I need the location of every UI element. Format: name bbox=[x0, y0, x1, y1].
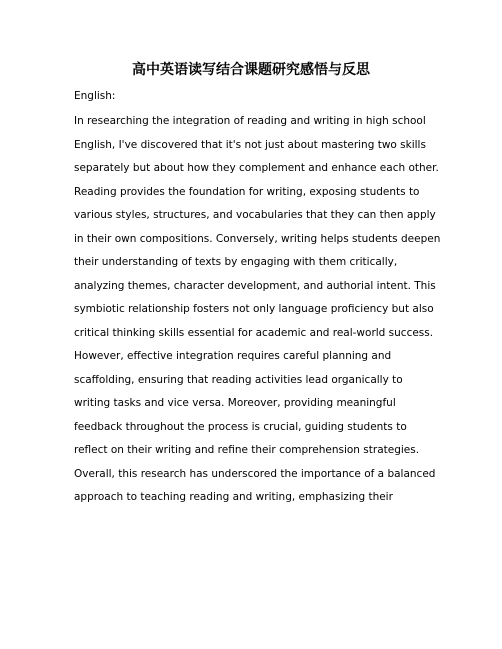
body-line: scaffolding, ensuring that reading activities lead organically to bbox=[74, 373, 403, 386]
body-paragraph bbox=[74, 112, 454, 512]
body-line: in their own compositions. Conversely, writing helps students deepen bbox=[74, 232, 441, 245]
body-line: reflect on their writing and refine their comprehension strategies. bbox=[74, 444, 420, 456]
body-line: various styles, structures, and vocabularies that they can then apply bbox=[74, 209, 436, 221]
body-line: Reading provides the foundation for writing, exposing students to bbox=[74, 185, 420, 198]
body-line: critical thinking skills essential for academic and real-world success. bbox=[74, 326, 434, 339]
body-line: symbiotic relationship fosters not only language proficiency but also bbox=[74, 303, 434, 315]
body-line: feedback throughout the process is crucial, guiding students to bbox=[74, 420, 407, 433]
body-line: approach to teaching reading and writing, emphasizing their bbox=[74, 491, 393, 503]
document-title: 高中英语读写结合课题研究感悟与反思 bbox=[132, 62, 370, 78]
body-line: Overall, this research has underscored the importance of a balanced bbox=[74, 467, 436, 480]
body-line: English, I've discovered that it's not just about mastering two skills bbox=[74, 138, 426, 151]
body-line: However, effective integration requires careful planning and bbox=[74, 350, 392, 362]
body-line: their understanding of texts by engaging with them critically, bbox=[74, 256, 398, 268]
body-line: In researching the integration of reading and writing in high school bbox=[74, 115, 426, 127]
body-line: writing tasks and vice versa. Moreover, providing meaningful bbox=[74, 397, 396, 409]
body-line: separately but about how they complement and enhance each other. bbox=[74, 162, 439, 174]
section-label: English: bbox=[74, 90, 116, 102]
body-line: analyzing themes, character development, and authorial intent. This bbox=[74, 279, 436, 292]
